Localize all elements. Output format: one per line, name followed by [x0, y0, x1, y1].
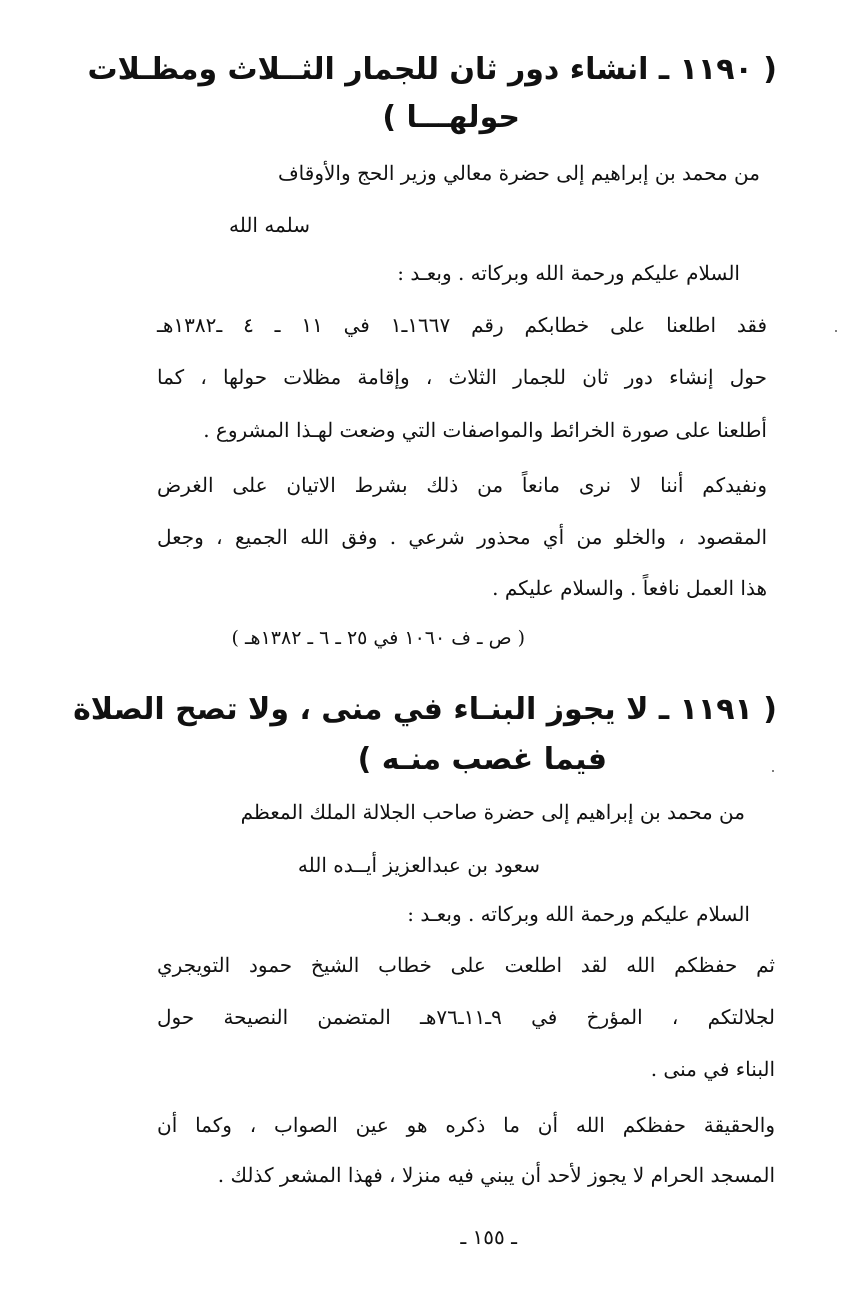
letter-honorific: سعود بن عبدالعزيز أيــده الله — [297, 853, 540, 877]
section-heading-line: ( ١١٩١ ـ لا يجوز البنـاء في منى ، ولا تصح الصلاة — [73, 692, 777, 727]
page-number: ـ ١٥٥ ـ — [460, 1225, 517, 1249]
letter-sender: من محمد بن إبراهيم إلى حضرة معالي وزير الحج والأوقاف — [277, 161, 760, 185]
letter-sender: من محمد بن إبراهيم إلى حضرة صاحب الجلالة الملك المعظم — [240, 800, 745, 824]
letter-honorific: سلمه الله — [228, 213, 310, 237]
paragraph-line: أطلعنا على صورة الخرائط والمواصفات التي وضعت لهـذا المشروع . — [203, 418, 767, 442]
paragraph-line: المقصود ، والخلو من أي محذور شرعي . وفق الله الجميع ، وجعل — [157, 525, 767, 549]
source-reference: ( ص ـ ف ١٠٦٠ في ٢٥ ـ ٦ ـ ١٣٨٢هـ ) — [231, 627, 525, 649]
scan-speck — [772, 770, 774, 772]
section-heading-line: ( ١١٩٠ ـ انشاء دور ثان للجمار الثــلاث ومظـلات — [87, 52, 777, 87]
letter-greeting: السلام عليكم ورحمة الله وبركاته . وبعـد : — [397, 261, 740, 285]
paragraph-line: فقد اطلعنا على خطابكم رقم ١٦٦٧ـ١ في ١١ ـ ٤ ـ١٣٨٢هـ — [157, 313, 767, 337]
paragraph-line: ثم حفظكم الله لقد اطلعت على خطاب الشيخ حمود التويجري — [157, 953, 775, 977]
paragraph-line: والحقيقة حفظكم الله أن ما ذكره هو عين الصواب ، وكما أن — [157, 1113, 775, 1137]
paragraph-line: البناء في منى . — [650, 1057, 775, 1081]
letter-greeting: السلام عليكم ورحمة الله وبركاته . وبعـد : — [407, 902, 750, 926]
section-heading-line: حولهـــا ) — [382, 100, 520, 135]
scan-speck — [835, 330, 837, 332]
section-heading-line: فيما غصب منـه ) — [357, 742, 607, 777]
paragraph-line: هذا العمل نافعاً . والسلام عليكم . — [492, 576, 767, 600]
paragraph-line: حول إنشاء دور ثان للجمار الثلاث ، وإقامة مظلات حولها ، كما — [157, 365, 768, 389]
paragraph-line: لجلالتكم ، المؤرخ في ٩ـ١١ـ٧٦هـ المتضمن النصيحة حول — [157, 1005, 775, 1029]
paragraph-line: ونفيدكم أننا لا نرى مانعاً من ذلك بشرط الاتيان على الغرض — [157, 473, 767, 497]
paragraph-line: المسجد الحرام لا يجوز لأحد أن يبني فيه منزلا ، فهذا المشعر كذلك . — [217, 1163, 775, 1187]
